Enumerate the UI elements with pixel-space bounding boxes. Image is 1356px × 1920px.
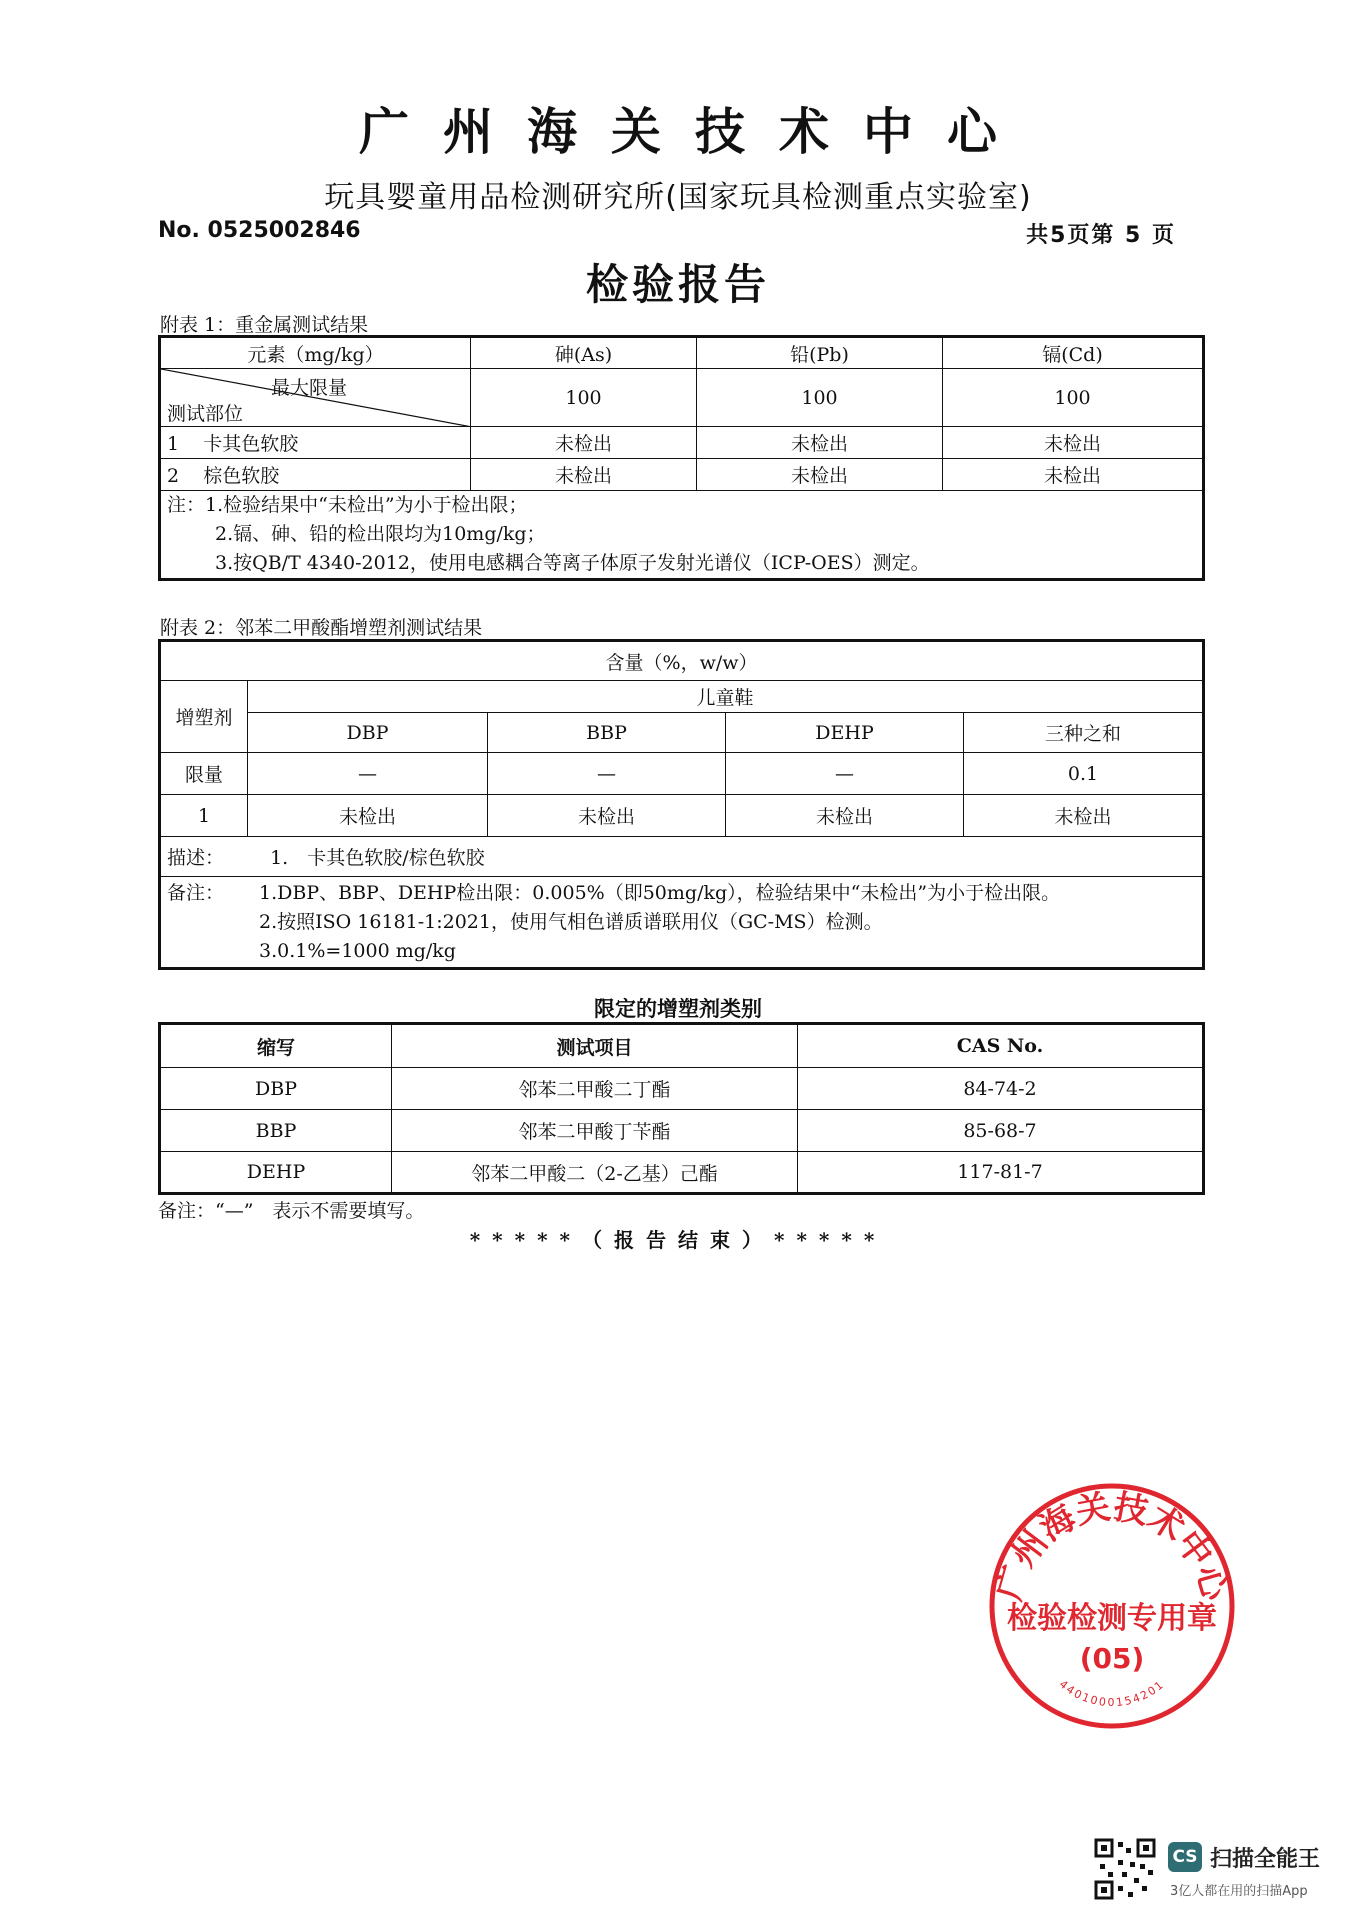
note-line: 2.镉、砷、铅的检出限均为10mg/kg； [215, 523, 546, 545]
result-value: 未检出 [471, 459, 697, 491]
sample-name: 棕色软胶 [203, 465, 280, 487]
limit-value: 0.1 [964, 753, 1204, 795]
description-text: 1. 卡其色软胶/棕色软胶 [270, 847, 485, 869]
result-value: 未检出 [943, 459, 1204, 491]
plasticizer-category-table [158, 1022, 1205, 1195]
test-item: 邻苯二甲酸二（2-乙基）己酯 [392, 1152, 798, 1194]
column-header: CAS No. [798, 1024, 1204, 1068]
remark-line: 1.DBP、BBP、DEHP检出限：0.005%（即50mg/kg），检验结果中“未检出”为小于检出限。 [259, 881, 1061, 904]
table-row [160, 713, 1204, 753]
result-value: 未检出 [248, 795, 488, 837]
test-item: 邻苯二甲酸丁苄酯 [392, 1110, 798, 1152]
column-header: 三种之和 [964, 713, 1204, 753]
abbreviation: DBP [160, 1068, 392, 1110]
limit-value: 100 [943, 369, 1204, 427]
max-limit-label: 最大限量 [271, 377, 348, 399]
plasticizer-header: 增塑剂 [160, 681, 248, 753]
table-row [160, 337, 1204, 369]
official-seal [986, 1480, 1238, 1732]
table1-caption: 附表 1：重金属测试结果 [160, 314, 369, 336]
result-value: 未检出 [488, 795, 726, 837]
sample-no: 2 [167, 465, 180, 487]
content-header: 含量（%，w/w） [160, 641, 1204, 681]
footer-remark: 备注：“—” 表示不需要填写。 [158, 1200, 425, 1222]
remark-line: 2.按照ISO 16181-1:2021，使用气相色谱质谱联用仪（GC-MS）检测。 [259, 910, 883, 933]
remarks-label: 备注： [167, 881, 225, 904]
qr-code-icon [1094, 1838, 1156, 1900]
result-value: 未检出 [471, 427, 697, 459]
note-line: 注：1.检验结果中“未检出”为小于检出限； [167, 494, 528, 516]
table-row [160, 681, 1204, 713]
element-header: 元素（mg/kg） [160, 337, 471, 369]
result-value: 未检出 [964, 795, 1204, 837]
table-row [160, 459, 1204, 491]
result-value: 未检出 [726, 795, 964, 837]
limit-value: — [726, 753, 964, 795]
table-row [160, 369, 1204, 427]
sample-cell [160, 459, 471, 491]
column-header: BBP [488, 713, 726, 753]
result-value: 未检出 [697, 459, 943, 491]
table-row [160, 1024, 1204, 1068]
table-row [160, 753, 1204, 795]
result-value: 未检出 [943, 427, 1204, 459]
report-end: *****（报告结束）***** [469, 1228, 887, 1252]
table-row [160, 837, 1204, 877]
sample-no: 1 [167, 433, 180, 455]
product-header: 儿童鞋 [248, 681, 1204, 713]
table-row [160, 877, 1204, 969]
note-line: 3.按QB/T 4340-2012，使用电感耦合等离子体原子发射光谱仪（ICP-OES）测定。 [215, 552, 930, 574]
description-label: 描述： [167, 847, 225, 869]
limit-value: — [248, 753, 488, 795]
page-info: 共5页第 5 页 [1026, 223, 1176, 248]
cas-number: 84-74-2 [798, 1068, 1204, 1110]
cas-number: 85-68-7 [798, 1110, 1204, 1152]
limit-value: — [488, 753, 726, 795]
remarks-cell [160, 877, 1204, 969]
document-title: 检验报告 [585, 260, 770, 309]
column-header: 铅(Pb) [697, 337, 943, 369]
app-tagline: 3亿人都在用的扫描App [1170, 1884, 1308, 1899]
diagonal-header-cell [160, 369, 471, 427]
table-row [160, 1110, 1204, 1152]
abbreviation: BBP [160, 1110, 392, 1152]
column-header: 测试项目 [392, 1024, 798, 1068]
sample-name: 卡其色软胶 [203, 433, 299, 455]
limit-label: 限量 [160, 753, 248, 795]
notes-cell [160, 491, 1204, 580]
table-row [160, 1152, 1204, 1194]
seal-serial: 4401000154201 [1056, 1677, 1168, 1710]
camscanner-logo-icon: CS [1168, 1842, 1202, 1872]
org-subtitle: 玩具婴童用品检测研究所(国家玩具检测重点实验室) [324, 180, 1032, 215]
abbreviation: DEHP [160, 1152, 392, 1194]
seal-inner-text: 检验检测专用章 [1007, 1601, 1217, 1636]
seal-number: (05) [1079, 1642, 1145, 1675]
cas-number: 117-81-7 [798, 1152, 1204, 1194]
limit-value: 100 [697, 369, 943, 427]
phthalate-table [158, 639, 1205, 970]
column-header: DBP [248, 713, 488, 753]
org-title: 广州海关技术中心 [359, 103, 1031, 161]
table-row [160, 795, 1204, 837]
result-value: 未检出 [697, 427, 943, 459]
remark-line: 3.0.1%=1000 mg/kg [259, 939, 456, 962]
test-item: 邻苯二甲酸二丁酯 [392, 1068, 798, 1110]
result-label: 1 [160, 795, 248, 837]
app-name: 扫描全能王 [1210, 1847, 1321, 1872]
table-row [160, 1068, 1204, 1110]
table2-caption: 附表 2：邻苯二甲酸酯增塑剂测试结果 [160, 617, 483, 639]
table-row [160, 641, 1204, 681]
seal-outer-text: 广州海关技术中心 [989, 1486, 1235, 1605]
sample-cell [160, 427, 471, 459]
test-part-label: 测试部位 [167, 403, 244, 425]
table-row [160, 491, 1204, 580]
table-row [160, 427, 1204, 459]
description-cell [160, 837, 1204, 877]
column-header: DEHP [726, 713, 964, 753]
limit-value: 100 [471, 369, 697, 427]
heavy-metal-table [158, 335, 1205, 581]
report-number: No. 0525002846 [158, 218, 361, 243]
column-header: 缩写 [160, 1024, 392, 1068]
column-header: 砷(As) [471, 337, 697, 369]
table3-caption: 限定的增塑剂类别 [594, 996, 762, 1021]
column-header: 镉(Cd) [943, 337, 1204, 369]
